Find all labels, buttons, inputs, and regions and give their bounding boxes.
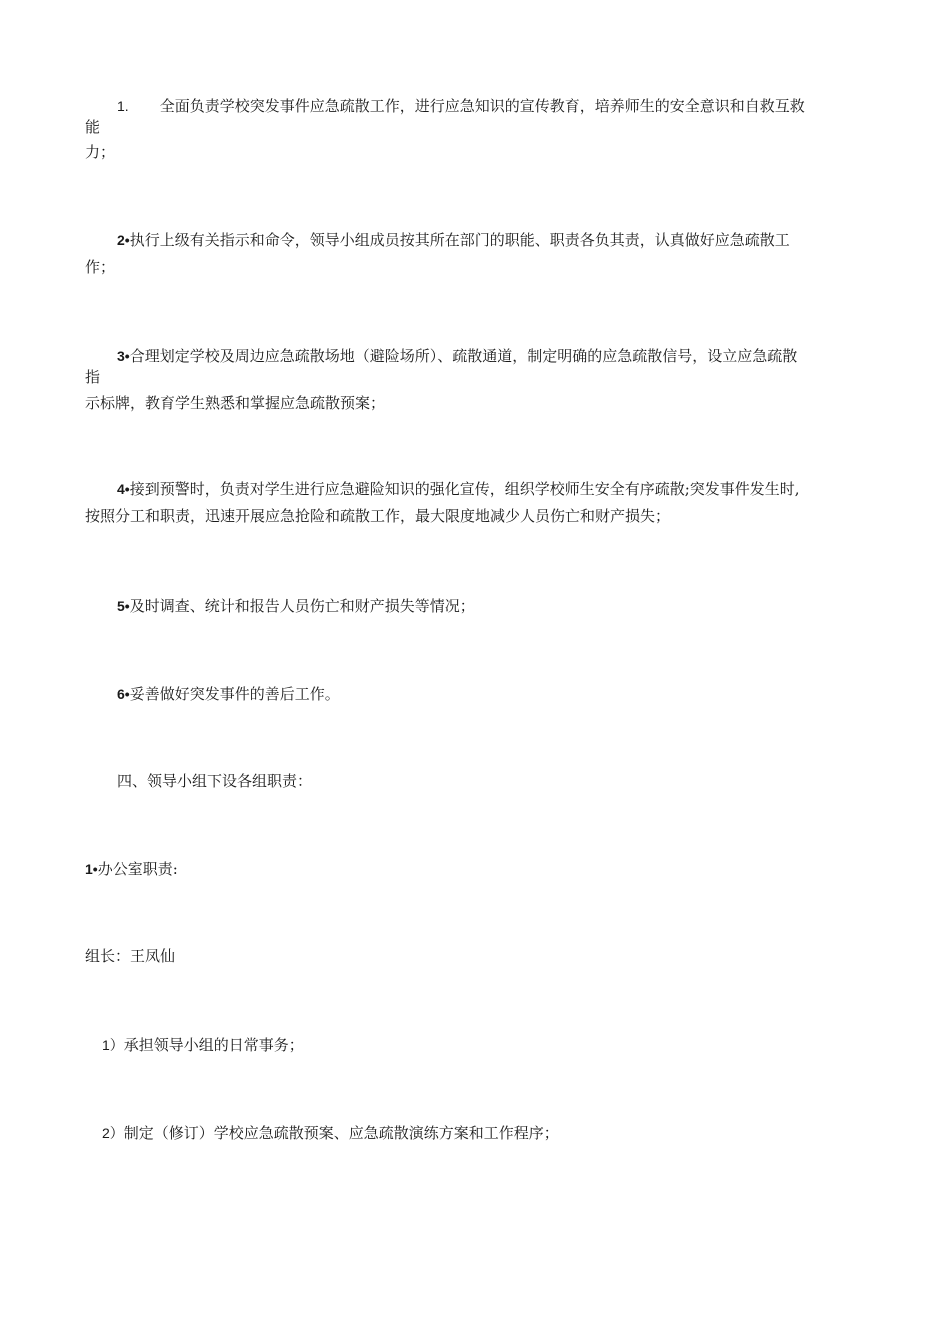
item-2-line-2: 作；: [85, 258, 116, 276]
item-1-line-2: 能: [85, 118, 101, 136]
office-duty-1: [102, 1035, 304, 1055]
item-2-text: 执行上级有关指示和命令，领导小组成员按其所在部门的职能、职责各负其责，认真做好应急疏散工: [129, 231, 790, 249]
office-title: 办公室职责:: [97, 860, 178, 878]
item-1-number: 1.: [117, 98, 129, 114]
item-4-text: 接到预警时，负责对学生进行应急避险知识的强化宣传，组织学校师生安全有序疏散;突发事件发生时,: [129, 480, 800, 498]
item-3-text: 合理划定学校及周边应急疏散场地（避险场所）、疏散通道，制定明确的应急疏散信号，设立应急疏散: [129, 347, 798, 365]
item-3-line-1: [117, 346, 797, 366]
item-4-line-1: [117, 479, 800, 499]
item-4-line-2: 按照分工和职责，迅速开展应急抢险和疏散工作，最大限度地减少人员伤亡和财产损失；: [85, 507, 671, 525]
item-6-number: 6•: [117, 686, 130, 702]
item-5-number: 5•: [117, 598, 130, 614]
office-duty-2-text: 制定（修订）学校应急疏散预案、应急疏散演练方案和工作程序；: [123, 1124, 559, 1142]
section-heading: 四、领导小组下设各组职责：: [117, 772, 313, 790]
office-duty-2: [102, 1123, 559, 1143]
office-heading: [85, 859, 178, 879]
item-4-number: 4•: [117, 481, 130, 497]
office-leader: 组长：王凤仙: [85, 947, 176, 965]
item-1-line-3: 力；: [85, 143, 116, 161]
item-6-text: 妥善做好突发事件的善后工作。: [129, 685, 340, 703]
item-5-line-1: [117, 596, 475, 616]
office-duty-2-number: 2）: [102, 1125, 124, 1141]
office-duty-1-number: 1）: [102, 1037, 124, 1053]
office-number: 1•: [85, 861, 98, 877]
item-6-line-1: [117, 684, 340, 704]
item-5-text: 及时调查、统计和报告人员伤亡和财产损失等情况；: [129, 597, 475, 615]
item-3-line-2: 指: [85, 368, 101, 386]
item-1-line-1: [117, 96, 805, 116]
item-2-number: 2•: [117, 232, 130, 248]
item-2-line-1: [117, 230, 790, 250]
item-1-text: 全面负责学校突发事件应急疏散工作，进行应急知识的宣传教育，培养师生的安全意识和自救互救: [159, 97, 805, 115]
item-3-number: 3•: [117, 348, 130, 364]
office-duty-1-text: 承担领导小组的日常事务；: [123, 1036, 304, 1054]
item-3-line-3: 示标牌，教育学生熟悉和掌握应急疏散预案；: [85, 394, 386, 412]
